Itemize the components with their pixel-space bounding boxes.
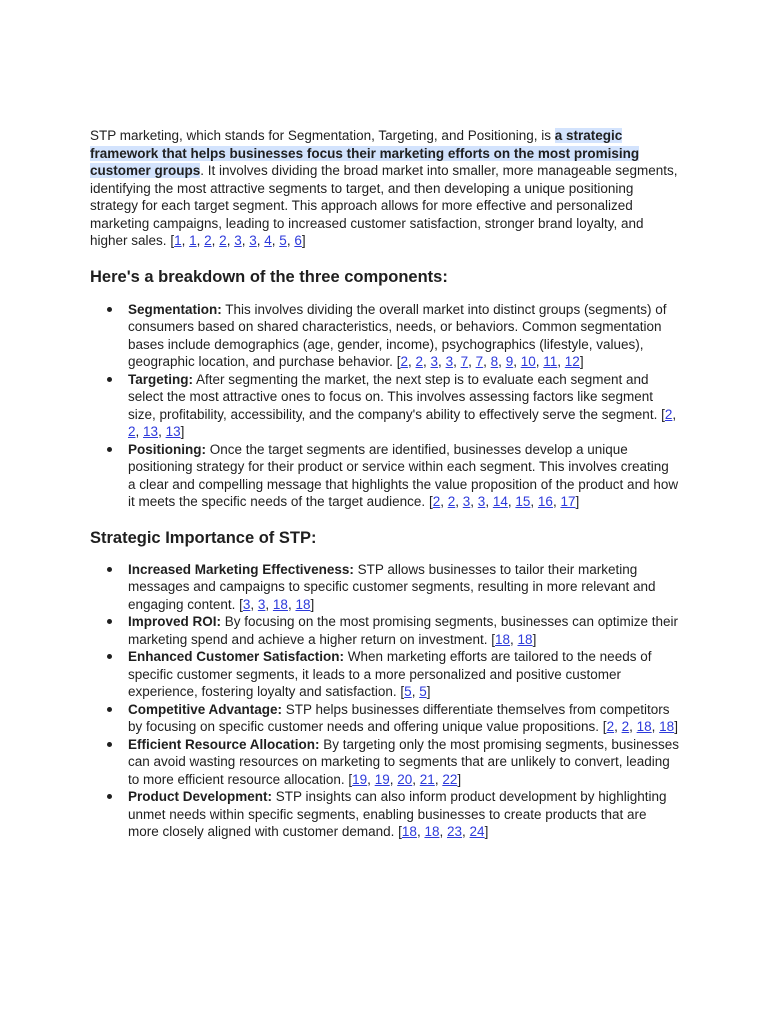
list-item-term: Targeting: [128,371,193,387]
citation-link[interactable]: 3 [430,354,439,369]
citation-link[interactable]: 3 [234,233,242,248]
section-heading-importance: Strategic Importance of STP: [90,528,317,547]
citation-link[interactable]: 2 [432,494,441,509]
citation-link[interactable]: 2 [400,354,408,369]
citation-link[interactable]: 9 [505,354,514,369]
list-item [90,371,680,441]
list-item-term: Segmentation: [128,301,222,317]
citation-group: [2, 2, 3, 3, 14, 15, 16, 17] [428,494,580,509]
citation-link[interactable]: 17 [560,494,576,509]
citation-link[interactable]: 18 [424,824,440,839]
list-item-term: Positioning: [128,441,206,457]
citation-link[interactable]: 3 [462,494,471,509]
citation-link[interactable]: 2 [664,406,673,422]
list-item-term: Competitive Advantage: [128,701,283,717]
citation-link[interactable]: 2 [128,424,136,439]
intro-highlight: a strategic framework that helps businesses focus their marketing efforts on the most promising customer groups [90,128,640,178]
citation-link[interactable]: 1 [189,233,197,248]
list-item-text: This involves dividing the overall market into distinct groups (segments) of consumers based on shared characteristics, needs, or behaviors. Common segmentation bases include demographics (age, gender, income), psychographics (lifestyle, values), geographic location, and purchase behavior. [128,301,667,369]
citation-link[interactable]: 1 [174,233,182,248]
citation-link[interactable]: 18 [272,596,288,612]
citation-link[interactable]: 2 [219,233,227,248]
citation-link[interactable]: 5 [279,233,287,248]
list-item [90,701,680,736]
list-item [90,788,680,841]
citation-link[interactable]: 8 [490,354,499,369]
intro-lead: STP marketing, which stands for Segmentation, Targeting, and Positioning, is [90,128,555,143]
citation-link[interactable]: 2 [204,233,212,248]
citation-group: [2, 2, 13, 13] [128,406,677,439]
citation-link[interactable]: 21 [419,771,435,787]
citation-link[interactable]: 10 [520,354,536,369]
list-item-text: When marketing efforts are tailored to the needs of specific customer segments, it leads to a more personalized and positive customer experience, fostering loyalty and satisfaction. [128,649,652,699]
list-item-text: By targeting only the most promising segments, businesses can avoid wasting resources on marketing to segments that are unlikely to convert, leading to more efficient resource allocation. [128,736,679,787]
list-item-text: After segmenting the market, the next step is to evaluate each segment and select the most attractive ones to focus on. This involves assessing factors like segment size, profitability, accessibility, and the company's ability to effectively serve the segment. [128,371,662,422]
citation-group: [5, 5] [400,684,431,699]
citation-link[interactable]: 20 [397,771,413,787]
list-item [90,561,680,614]
citation-group: [2, 2, 18, 18] [602,719,678,734]
citation-group: [18, 18] [491,631,537,647]
citation-link[interactable]: 18 [659,719,675,734]
list-item-term: Increased Marketing Effectiveness: [128,561,354,577]
list-item-text: Once the target segments are identified, businesses develop a unique positioning strategy for their product or service within each segment. This involves creating a clear and compelling message that highlights the value proposition of the product and how it meets the specific needs of the target audience. [128,441,679,509]
components-list [90,301,680,511]
citation-link[interactable]: 2 [621,719,630,734]
citation-link[interactable]: 5 [419,684,427,699]
citation-group: [3, 3, 18, 18] [239,596,315,612]
section-heading-components: Here's a breakdown of the three components: [90,267,448,286]
citation-link[interactable]: 6 [294,233,302,248]
citation-link[interactable]: 2 [447,494,456,509]
citation-link[interactable]: 14 [492,494,508,509]
list-item-term: Product Development: [128,789,273,804]
citation-link[interactable]: 11 [543,354,558,369]
citation-group: [18, 18, 23, 24] [398,824,489,839]
citation-link[interactable]: 18 [517,631,533,647]
citation-link[interactable]: 15 [515,494,531,509]
citation-link[interactable]: 3 [242,596,251,612]
citation-link[interactable]: 12 [564,354,580,369]
citation-link[interactable]: 19 [352,771,368,787]
citation-group: [1, 1, 2, 2, 3, 3, 4, 5, 6] [170,233,306,248]
list-item [90,301,680,371]
citation-link[interactable]: 22 [442,771,458,787]
citation-link[interactable]: 16 [537,494,553,509]
citation-link[interactable]: 18 [636,719,652,734]
intro-rest: . It involves dividing the broad market into smaller, more manageable segments, identifying the most attractive segments to target, and then developing a unique positioning strategy for each target segment. This approach allows for more effective and personalized marketing campaigns, leading to increased customer satisfaction, stronger brand loyalty, and higher sales. [90,163,678,248]
intro-paragraph [90,127,680,250]
document-body [90,127,680,841]
citation-link[interactable]: 13 [165,424,181,439]
citation-link[interactable]: 7 [475,354,484,369]
list-item-term: Enhanced Customer Satisfaction: [128,649,345,664]
list-item [90,736,680,789]
citation-link[interactable]: 7 [460,354,469,369]
list-item-term: Efficient Resource Allocation: [128,736,320,752]
citation-link[interactable]: 4 [264,233,272,248]
citation-group: [19, 19, 20, 21, 22] [348,771,462,787]
citation-link[interactable]: 19 [374,771,390,787]
citation-link[interactable]: 3 [445,354,454,369]
list-item [90,648,680,701]
list-item-term: Improved ROI: [128,614,222,629]
list-item-text: STP insights can also inform product development by highlighting unmet needs within specific segments, enabling businesses to create products that are more closely aligned with customer demand. [128,789,667,839]
list-item [90,613,680,648]
citation-link[interactable]: 23 [447,824,463,839]
list-item-text: STP helps businesses differentiate themselves from competitors by focusing on specific customer needs and offering unique value propositions. [128,701,670,734]
importance-list [90,561,680,841]
citation-link[interactable]: 18 [295,596,311,612]
citation-link[interactable]: 18 [401,824,417,839]
citation-link[interactable]: 3 [477,494,486,509]
list-item-text: STP allows businesses to tailor their marketing messages and campaigns to specific customer segments, resulting in more relevant and engaging content. [128,561,656,612]
citation-link[interactable]: 3 [249,233,257,248]
citation-group: [2, 2, 3, 3, 7, 7, 8, 9, 10, 11, 12] [396,354,584,369]
citation-link[interactable]: 5 [404,684,412,699]
citation-link[interactable]: 24 [469,824,485,839]
list-item [90,441,680,511]
list-item-text: By focusing on the most promising segments, businesses can optimize their marketing spend and achieve a higher return on investment. [128,614,678,647]
citation-link[interactable]: 2 [606,719,615,734]
citation-link[interactable]: 13 [143,424,159,439]
citation-link[interactable]: 3 [257,596,266,612]
citation-link[interactable]: 18 [494,631,511,647]
citation-link[interactable]: 2 [415,354,424,369]
